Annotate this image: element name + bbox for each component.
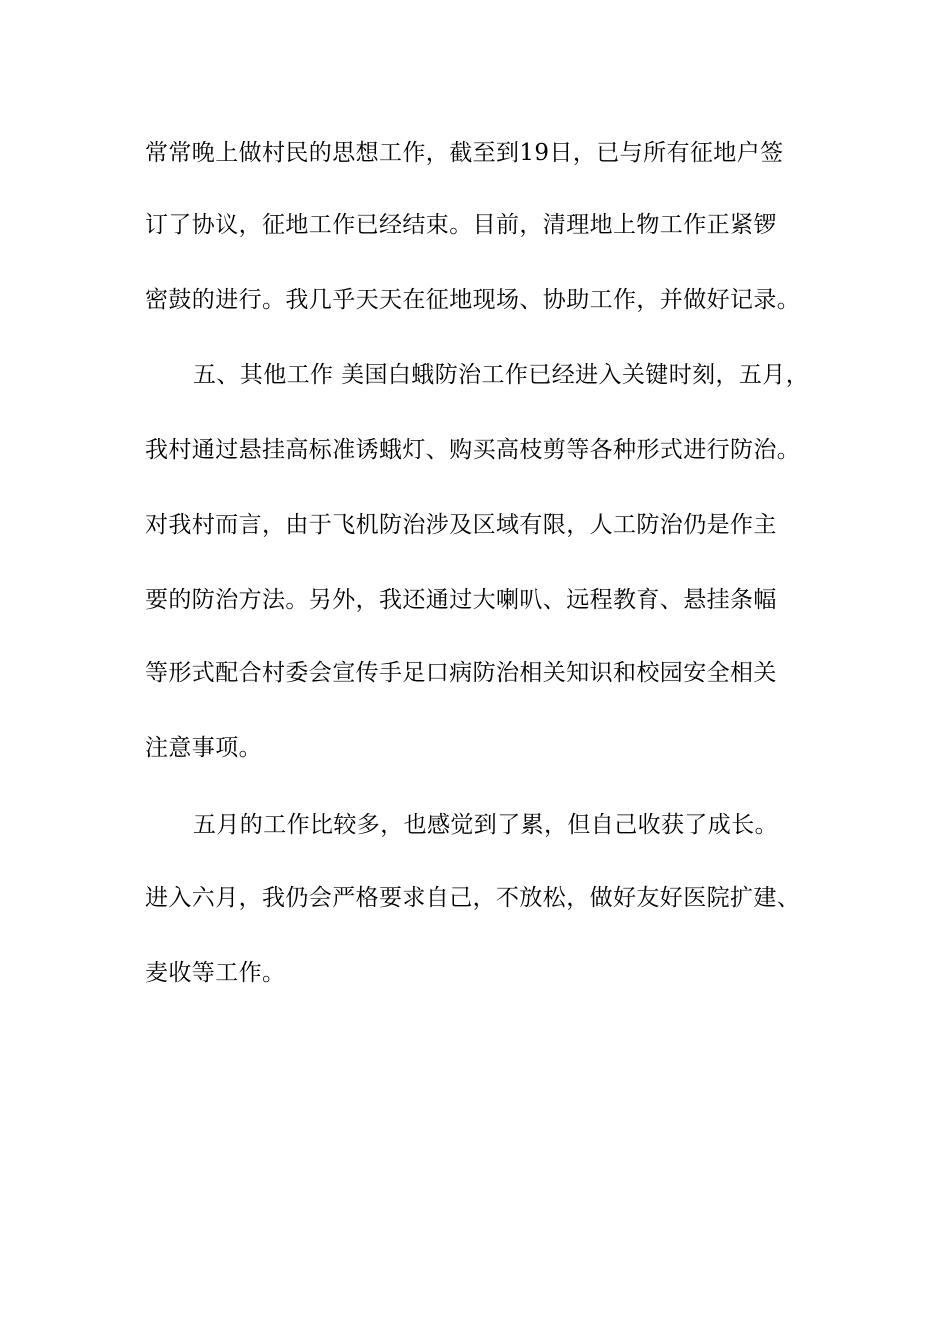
text-line: 麦收等工作。 — [145, 960, 286, 986]
paragraph-start-line: 五月的工作比较多，也感觉到了累，但自己收获了成长。 — [193, 812, 778, 838]
text-line: 要的防治方法。另外，我还通过大喇叭、远程教育、悬挂条幅 — [145, 587, 777, 613]
text-line: 常常晚上做村民的思想工作，截至到19日，已与所有征地户签 — [145, 140, 784, 166]
text-line: 注意事项。 — [145, 735, 262, 761]
text-line: 订了协议，征地工作已经结束。目前，清理地上物工作正紧锣 — [145, 212, 777, 238]
text-line: 密鼓的进行。我几乎天天在征地现场、协助工作，并做好记录。 — [145, 287, 801, 313]
text-line: 对我村而言，由于飞机防治涉及区域有限，人工防治仍是作主 — [145, 512, 777, 538]
text-line: 等形式配合村委会宣传手足口病防治相关知识和校园安全相关 — [145, 660, 777, 686]
text-line: 我村通过悬挂高标准诱蛾灯、购买高枝剪等各种形式进行防治。 — [145, 437, 801, 463]
text-line: 进入六月，我仍会严格要求自己，不放松，做好友好医院扩建、 — [145, 885, 801, 911]
paragraph-start-line: 五、其他工作 美国白蛾防治工作已经进入关键时刻，五月， — [193, 362, 810, 388]
